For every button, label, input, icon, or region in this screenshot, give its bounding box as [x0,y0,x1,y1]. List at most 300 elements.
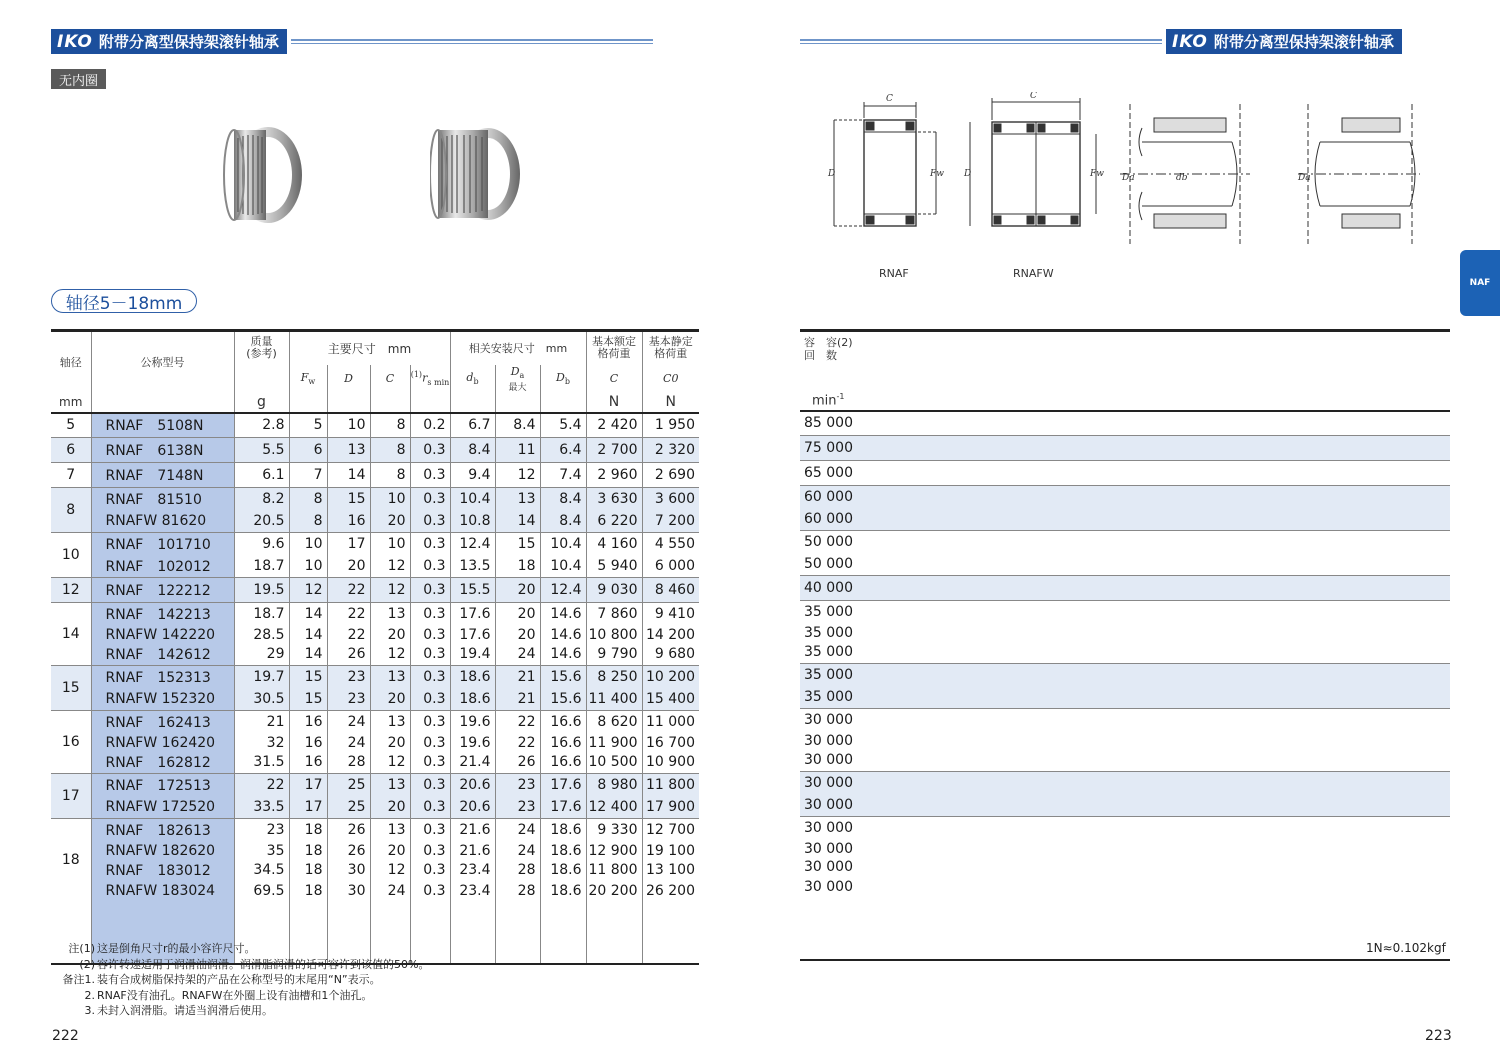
Da-cell: 14 [495,511,540,533]
header-title: 附带分离型保持架滚针轴承 [98,33,279,51]
D-cell: 22 [327,626,370,644]
header-left [51,29,653,54]
model-cell: RNAF 183012 [91,860,234,880]
spec-row [51,644,699,666]
Da-cell: 26 [495,752,540,774]
speed-cell: 30 000 [804,840,853,857]
footnotes [51,941,429,1019]
header-rule [291,39,653,44]
db-cell: 19.4 [450,644,495,666]
spec-row [51,797,699,819]
Cr-cell: 9 030 [586,578,642,603]
mass-cell: 31.5 [234,752,289,774]
spec-row [51,752,699,774]
header-title: 附带分离型保持架滚针轴承 [1213,33,1394,51]
Cr-cell: 11 800 [586,860,642,880]
col-model: 公称型号 [91,331,234,393]
model-cell: RNAF 152313 [91,666,234,689]
D-cell: 28 [327,752,370,774]
db-cell: 9.4 [450,463,495,488]
col-c-sym: C [586,365,642,393]
Da-cell: 21 [495,666,540,689]
db-cell: 17.6 [450,626,495,644]
spec-row [51,711,699,734]
footnote [51,972,429,988]
C0-cell: 19 100 [642,842,699,860]
Db-cell: 18.6 [540,860,586,880]
speed-cell: 30 000 [804,878,853,895]
mass-cell: 21 [234,711,289,734]
speed-cell: 30 000 [804,732,853,749]
Fw-cell: 14 [289,626,327,644]
db-cell: 18.6 [450,666,495,689]
Db-cell: 14.6 [540,644,586,666]
speed-cell: 40 000 [800,576,1450,601]
mass-cell: 35 [234,842,289,860]
model-cell: RNAF 172513 [91,774,234,797]
C-cell: 20 [370,511,410,533]
mass-cell: 69.5 [234,880,289,902]
footnote-key: 3. [84,1004,95,1017]
D-cell: 30 [327,860,370,880]
mass-cell: 18.7 [234,603,289,626]
shaft-dia-cell: 18 [51,819,91,902]
speed-cell: 60 000 [800,509,1450,531]
mass-cell: 30.5 [234,689,289,711]
C0-cell: 15 400 [642,689,699,711]
C-cell: 13 [370,666,410,689]
dim-db-label-2: Da [1298,173,1311,183]
D-cell: 17 [327,533,370,556]
bearing-photo-rnaf [218,120,304,230]
footnote-text: 装有合成树脂保持架的产品在公称型号的末尾用“N”表示。 [97,973,381,986]
D-cell: 24 [327,734,370,752]
D-cell: 13 [327,438,370,463]
Da-cell: 13 [495,488,540,511]
speed-row [800,772,1450,795]
col-static-rating: 基本静定 格荷重 [642,331,699,365]
unit-min: $\min^{-1}$ [800,391,1450,411]
Da-cell: 20 [495,603,540,626]
D-cell: 26 [327,819,370,842]
shaft-dia-cell: 8 [51,488,91,533]
C-cell: 20 [370,689,410,711]
header-rule [800,39,1162,44]
db-cell: 10.8 [450,511,495,533]
model-cell: RNAF 5108N [91,413,234,438]
dim-fw-label: Fw [930,169,944,179]
db-cell: 21.4 [450,752,495,774]
model-cell: RNAF 142213 [91,603,234,626]
no-inner-ring-tag: 无内圈 [51,69,106,89]
speed-cell: 65 000 [800,461,1450,486]
Fw-cell: 8 [289,488,327,511]
Db-cell: 8.4 [540,488,586,511]
Cr-cell: 8 620 [586,711,642,734]
rs-cell: 0.3 [410,880,450,902]
mass-cell: 33.5 [234,797,289,819]
C-cell: 20 [370,797,410,819]
db-cell: 18.6 [450,689,495,711]
footnote [51,957,429,973]
spec-row [51,463,699,488]
D-cell: 30 [327,880,370,902]
rs-cell: 0.3 [410,578,450,603]
speed-row [800,576,1450,601]
C0-cell: 1 950 [642,413,699,438]
Cr-cell: 6 220 [586,511,642,533]
C0-cell: 3 600 [642,488,699,511]
dim-db-label: db [1176,173,1188,183]
db-cell: 8.4 [450,438,495,463]
C0-cell: 11 000 [642,711,699,734]
spec-row [51,689,699,711]
D-cell: 20 [327,556,370,578]
db-cell: 20.6 [450,774,495,797]
Cr-cell: 12 900 [586,842,642,860]
speed-row [800,858,1450,876]
Db-cell: 18.6 [540,842,586,860]
col-dyn-rating: 基本额定 格荷重 [586,331,642,365]
spec-row [51,774,699,797]
Fw-cell: 18 [289,842,327,860]
unit-n: N [586,393,642,413]
rs-cell: 0.2 [410,413,450,438]
C0-cell: 7 200 [642,511,699,533]
spec-row [51,578,699,603]
C-cell: 13 [370,819,410,842]
mass-cell: 2.8 [234,413,289,438]
shaft-dia-cell: 6 [51,438,91,463]
Db-cell: 16.6 [540,734,586,752]
Fw-cell: 17 [289,797,327,819]
Da-cell: 23 [495,774,540,797]
mass-cell: 29 [234,644,289,666]
speed-row [800,624,1450,642]
spec-table [51,329,699,965]
shaft-dia-cell: 10 [51,533,91,578]
Da-cell: 24 [495,819,540,842]
C-cell: 12 [370,578,410,603]
Cr-cell: 10 500 [586,752,642,774]
C0-cell: 10 900 [642,752,699,774]
D-cell: 23 [327,666,370,689]
Da-cell: 15 [495,533,540,556]
col-allowable-speed: 容 容(2) 回 数 [800,331,1450,391]
shaft-dia-cell: 15 [51,666,91,711]
mass-cell: 5.5 [234,438,289,463]
shaft-dia-cell: 5 [51,413,91,438]
D-cell: 25 [327,774,370,797]
model-cell: RNAF 81510 [91,488,234,511]
footnote-key: 2. [84,988,95,1002]
unit-conversion-note: 1N≈0.102kgf [1366,941,1446,955]
speed-row [800,876,1450,898]
db-cell: 13.5 [450,556,495,578]
spec-row [51,413,699,438]
spec-row [51,734,699,752]
C-cell: 12 [370,644,410,666]
db-cell: 12.4 [450,533,495,556]
speed-cell: 30 000 [804,858,853,875]
model-cell: RNAFW 183024 [91,880,234,902]
page-number-right: 223 [1425,1028,1452,1044]
footnote-key: 注(1) [68,942,95,955]
Fw-cell: 10 [289,533,327,556]
C-cell: 12 [370,556,410,578]
model-cell: RNAFW 142220 [91,626,234,644]
Cr-cell: 9 330 [586,819,642,842]
shaft-dia-cell: 16 [51,711,91,774]
shaft-dia-cell: 12 [51,578,91,603]
rs-cell: 0.3 [410,626,450,644]
Cr-cell: 9 790 [586,644,642,666]
db-cell: 15.5 [450,578,495,603]
rs-cell: 0.3 [410,488,450,511]
C0-cell: 6 000 [642,556,699,578]
C0-cell: 9 410 [642,603,699,626]
speed-row [800,411,1450,436]
Db-cell: 12.4 [540,578,586,603]
mass-cell: 28.5 [234,626,289,644]
mass-cell: 23 [234,819,289,842]
model-cell: RNAFW 172520 [91,797,234,819]
rs-cell: 0.3 [410,752,450,774]
speed-row [800,795,1450,817]
Db-cell: 17.6 [540,797,586,819]
Da-cell: 22 [495,734,540,752]
side-tab-naf[interactable]: NAF [1460,250,1500,316]
header-badge-right [1166,29,1402,54]
dim-c-label-w: C [1030,92,1037,101]
C-cell: 13 [370,711,410,734]
model-cell: RNAF 162413 [91,711,234,734]
Da-cell: 12 [495,463,540,488]
rs-cell: 0.3 [410,463,450,488]
speed-row [800,817,1450,840]
rs-cell: 0.3 [410,603,450,626]
C0-cell: 13 100 [642,860,699,880]
Fw-cell: 12 [289,578,327,603]
C0-cell: 26 200 [642,880,699,902]
Db-cell: 16.6 [540,752,586,774]
col-db: $d_b$ [450,365,495,393]
dim-fw-label-w: Fw [1090,169,1104,179]
speed-row [800,486,1450,509]
header-badge-left [51,29,287,54]
shaft-dia-cell: 14 [51,603,91,666]
speed-row [800,436,1450,461]
Cr-cell: 2 700 [586,438,642,463]
Fw-cell: 16 [289,752,327,774]
rs-cell: 0.3 [410,711,450,734]
Cr-cell: 8 980 [586,774,642,797]
dim-c-label: C [886,94,893,104]
Cr-cell: 12 400 [586,797,642,819]
footnote-key: (2) [79,957,95,971]
Db-cell: 14.6 [540,603,586,626]
Db-cell: 10.4 [540,533,586,556]
page-number-left: 222 [52,1028,79,1044]
speed-row [800,601,1450,624]
spec-row [51,666,699,689]
col-main-dims: 主要尺寸 mm [289,331,450,365]
mass-cell: 9.6 [234,533,289,556]
footnote [51,1003,429,1019]
D-cell: 22 [327,603,370,626]
model-cell: RNAFW 182620 [91,842,234,860]
speed-row [800,840,1450,858]
speed-row [800,664,1450,687]
speed-row [800,750,1450,772]
spec-row [51,556,699,578]
Fw-cell: 7 [289,463,327,488]
mass-cell: 32 [234,734,289,752]
speed-row [800,509,1450,531]
rs-cell: 0.3 [410,644,450,666]
Db-cell: 16.6 [540,711,586,734]
rs-cell: 0.3 [410,842,450,860]
spec-row [51,511,699,533]
Da-cell: 20 [495,626,540,644]
Cr-cell: 20 200 [586,880,642,902]
footnote-text: 容许转速适用于润滑油润滑。润滑脂润滑的话可容许到该值的50%。 [97,957,430,971]
speed-cell: 30 000 [800,817,1450,840]
speed-cell: 75 000 [800,436,1450,461]
db-cell: 21.6 [450,819,495,842]
Da-cell: 20 [495,578,540,603]
C0-cell: 4 550 [642,533,699,556]
speed-cell: 30 000 [804,752,853,769]
D-cell: 23 [327,689,370,711]
C-cell: 20 [370,734,410,752]
D-cell: 15 [327,488,370,511]
spec-row [51,819,699,842]
Cr-cell: 2 960 [586,463,642,488]
spec-row [51,842,699,860]
col-c: C [370,365,410,393]
speed-table [800,329,1450,961]
Fw-cell: 15 [289,666,327,689]
speed-cell: 50 000 [800,531,1450,554]
model-cell: RNAF 102012 [91,556,234,578]
D-cell: 22 [327,578,370,603]
unit-mm: mm [51,393,91,413]
Db-cell: 5.4 [540,413,586,438]
speed-cell: 35 000 [804,644,853,661]
Cr-cell: 5 940 [586,556,642,578]
rs-cell: 0.3 [410,819,450,842]
C0-cell: 17 900 [642,797,699,819]
C0-cell: 16 700 [642,734,699,752]
rs-cell: 0.3 [410,774,450,797]
model-cell: RNAF 142612 [91,644,234,666]
Db-cell: 8.4 [540,511,586,533]
db-cell: 23.4 [450,860,495,880]
col-da: $D_a$ 最大 [495,365,540,393]
Da-cell: 21 [495,689,540,711]
model-cell: RNAFW 162420 [91,734,234,752]
rs-cell: 0.3 [410,860,450,880]
dim-da-label: Da [1122,173,1135,183]
D-cell: 26 [327,644,370,666]
C-cell: 20 [370,842,410,860]
Cr-cell: 11 400 [586,689,642,711]
Cr-cell: 2 420 [586,413,642,438]
C-cell: 12 [370,752,410,774]
rs-cell: 0.3 [410,797,450,819]
speed-cell: 50 000 [804,556,853,573]
Cr-cell: 7 860 [586,603,642,626]
db-cell: 6.7 [450,413,495,438]
Cr-cell: 10 800 [586,626,642,644]
model-cell: RNAF 101710 [91,533,234,556]
col-fw: $F_w$ [289,365,327,393]
db-cell: 19.6 [450,734,495,752]
mass-cell: 18.7 [234,556,289,578]
spec-row [51,488,699,511]
Fw-cell: 14 [289,603,327,626]
D-cell: 16 [327,511,370,533]
C-cell: 13 [370,603,410,626]
speed-row [800,732,1450,750]
footnote-text: 未封入润滑脂。请适当润滑后使用。 [97,1004,273,1017]
shaft-range-pill: 轴径5－18mm [51,289,197,313]
col-c0-sym: C0 [642,365,699,393]
db-cell: 21.6 [450,842,495,860]
C0-cell: 11 800 [642,774,699,797]
rs-cell: 0.3 [410,734,450,752]
Da-cell: 22 [495,711,540,734]
Db-cell: 17.6 [540,774,586,797]
footnote-text: RNAF没有油孔。RNAFW在外圈上设有油槽和1个油孔。 [97,988,373,1002]
Fw-cell: 17 [289,774,327,797]
Fw-cell: 16 [289,711,327,734]
col-mass: 质量 (参考) [234,331,289,365]
bearing-drawings [820,92,1420,257]
iko-logo: IKO [1172,31,1208,52]
Fw-cell: 14 [289,644,327,666]
Db-cell: 15.6 [540,689,586,711]
Db-cell: 15.6 [540,666,586,689]
C-cell: 8 [370,463,410,488]
Fw-cell: 6 [289,438,327,463]
rs-cell: 0.3 [410,689,450,711]
rs-cell: 0.3 [410,438,450,463]
C-cell: 8 [370,413,410,438]
Da-cell: 28 [495,860,540,880]
Cr-cell: 4 160 [586,533,642,556]
Da-cell: 24 [495,842,540,860]
speed-row [800,554,1450,576]
spec-row [51,438,699,463]
C0-cell: 2 320 [642,438,699,463]
model-cell: RNAF 7148N [91,463,234,488]
unit-g: g [234,393,289,413]
col-rs: $^{(1)}r_{s min}$ [410,365,450,393]
D-cell: 25 [327,797,370,819]
speed-cell: 30 000 [800,772,1450,795]
Fw-cell: 10 [289,556,327,578]
mass-cell: 19.7 [234,666,289,689]
spec-row [51,880,699,902]
speed-row [800,687,1450,709]
mass-cell: 19.5 [234,578,289,603]
header-right [800,29,1402,54]
speed-cell: 30 000 [800,709,1450,732]
speed-filler-row [800,898,1450,960]
col-d: D [327,365,370,393]
